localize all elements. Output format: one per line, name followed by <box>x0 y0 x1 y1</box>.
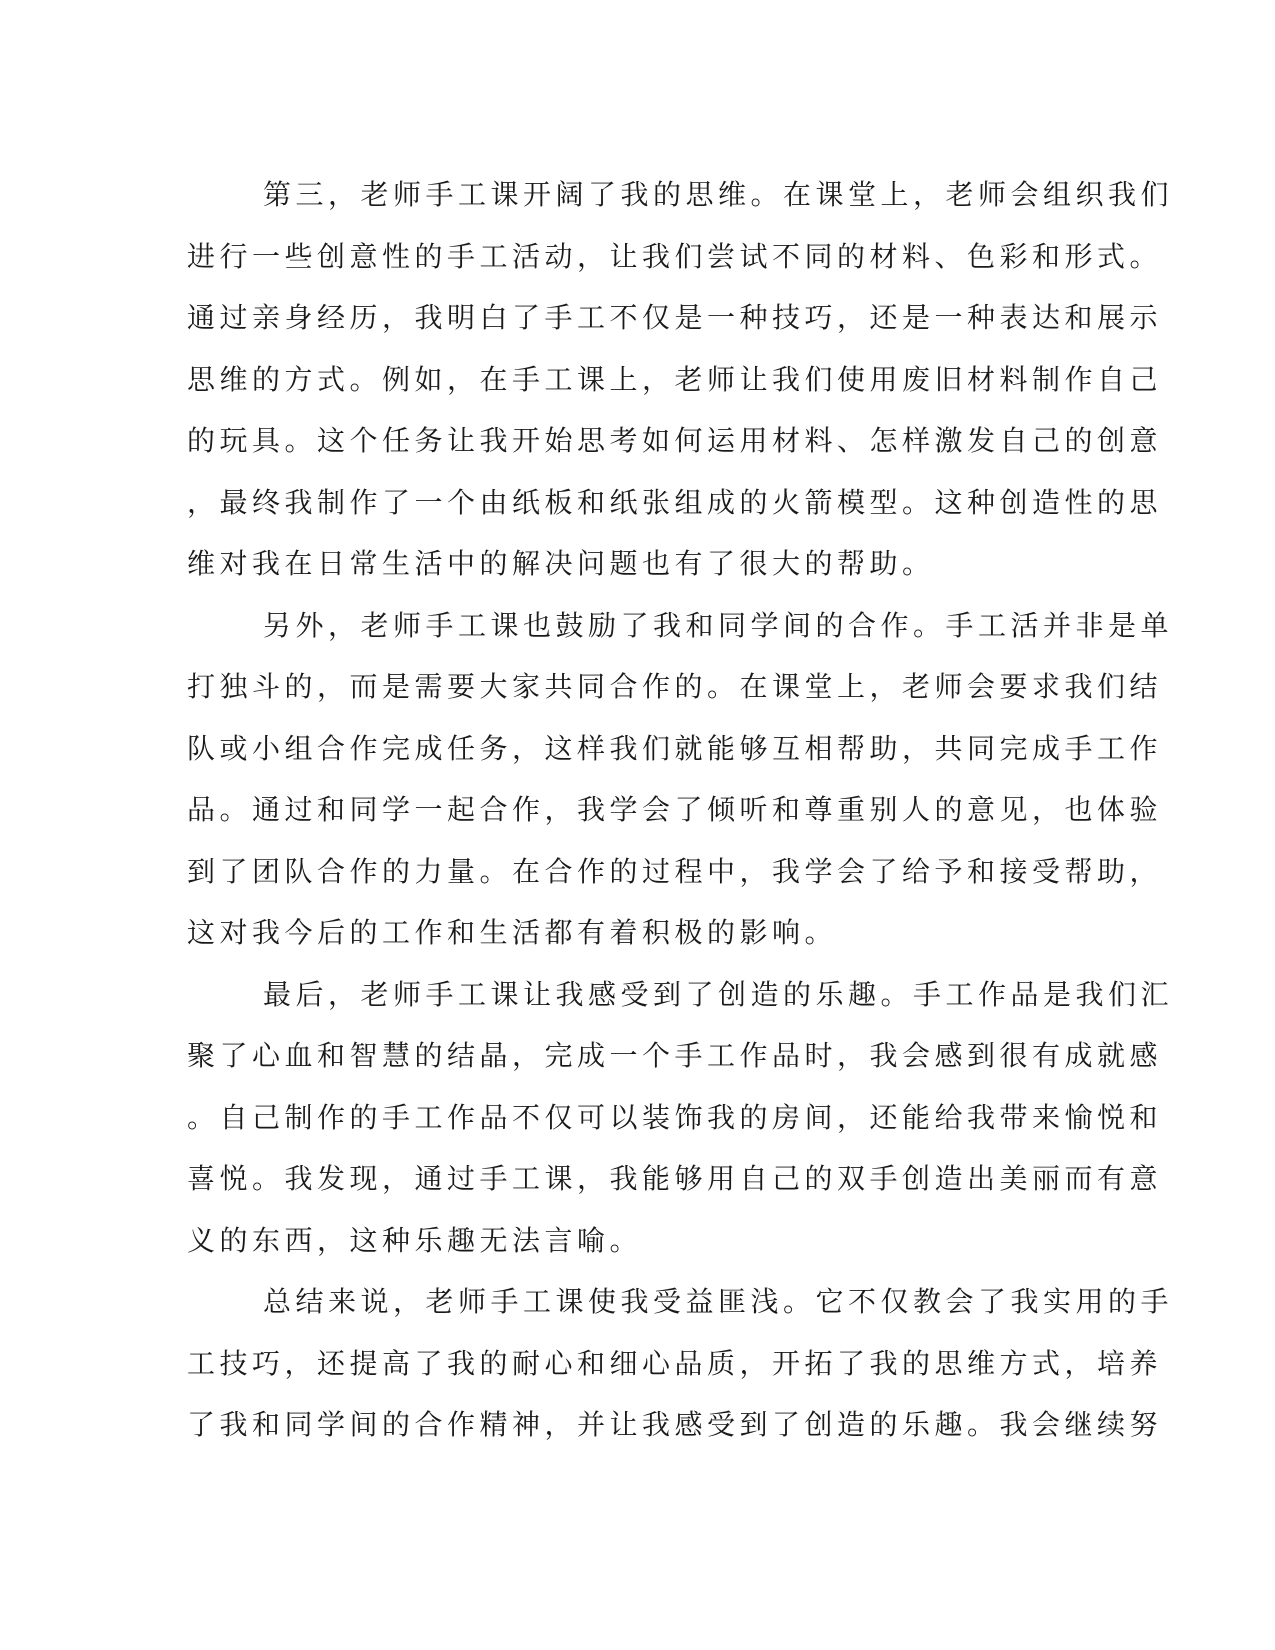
paragraph-line: 维对我在日常生活中的解决问题也有了很大的帮助。 <box>187 547 935 580</box>
paragraph-line: 的玩具。这个任务让我开始思考如何运用材料、怎样激发自己的创意 <box>187 424 1163 457</box>
paragraph-cooperation <box>187 595 1174 964</box>
paragraph-line: 打独斗的，而是需要大家共同合作的。在课堂上，老师会要求我们结 <box>187 670 1163 703</box>
paragraph-creativity <box>187 164 1174 595</box>
paragraph-line: ，最终我制作了一个由纸板和纸张组成的火箭模型。这种创造性的思 <box>187 485 1163 519</box>
document-body <box>187 164 1174 1456</box>
paragraph-line: 另外，老师手工课也鼓励了我和同学间的合作。手工活并非是单 <box>263 608 1174 642</box>
paragraph-line: 最后，老师手工课让我感受到了创造的乐趣。手工作品是我们汇 <box>263 977 1174 1011</box>
paragraph-line: 第三，老师手工课开阔了我的思维。在课堂上，老师会组织我们 <box>263 178 1174 211</box>
paragraph-line: 队或小组合作完成任务，这样我们就能够互相帮助，共同完成手工作 <box>187 731 1163 765</box>
paragraph-joy-of-creation <box>187 964 1174 1272</box>
paragraph-line: 到了团队合作的力量。在合作的过程中，我学会了给予和接受帮助， <box>187 854 1163 888</box>
paragraph-line: 了我和同学间的合作精神，并让我感受到了创造的乐趣。我会继续努 <box>187 1408 1163 1441</box>
paragraph-line: 聚了心血和智慧的结晶，完成一个手工作品时，我会感到很有成就感 <box>187 1039 1163 1072</box>
paragraph-line: 这对我今后的工作和生活都有着积极的影响。 <box>187 916 838 949</box>
paragraph-line: 喜悦。我发现，通过手工课，我能够用自己的双手创造出美丽而有意 <box>187 1162 1163 1195</box>
paragraph-line: 进行一些创意性的手工活动，让我们尝试不同的材料、色彩和形式。 <box>187 239 1163 273</box>
paragraph-line: 思维的方式。例如，在手工课上，老师让我们使用废旧材料制作自己 <box>187 362 1163 396</box>
paragraph-line: 总结来说，老师手工课使我受益匪浅。它不仅教会了我实用的手 <box>263 1285 1174 1318</box>
paragraph-conclusion <box>187 1271 1174 1456</box>
paragraph-line: 品。通过和同学一起合作，我学会了倾听和尊重别人的意见，也体验 <box>187 793 1163 826</box>
paragraph-line: 义的东西，这种乐趣无法言喻。 <box>187 1223 643 1257</box>
paragraph-line: 工技巧，还提高了我的耐心和细心品质，开拓了我的思维方式，培养 <box>187 1346 1163 1380</box>
paragraph-line: 通过亲身经历，我明白了手工不仅是一种技巧，还是一种表达和展示 <box>187 301 1163 334</box>
paragraph-line: 。自己制作的手工作品不仅可以装饰我的房间，还能给我带来愉悦和 <box>187 1100 1163 1134</box>
